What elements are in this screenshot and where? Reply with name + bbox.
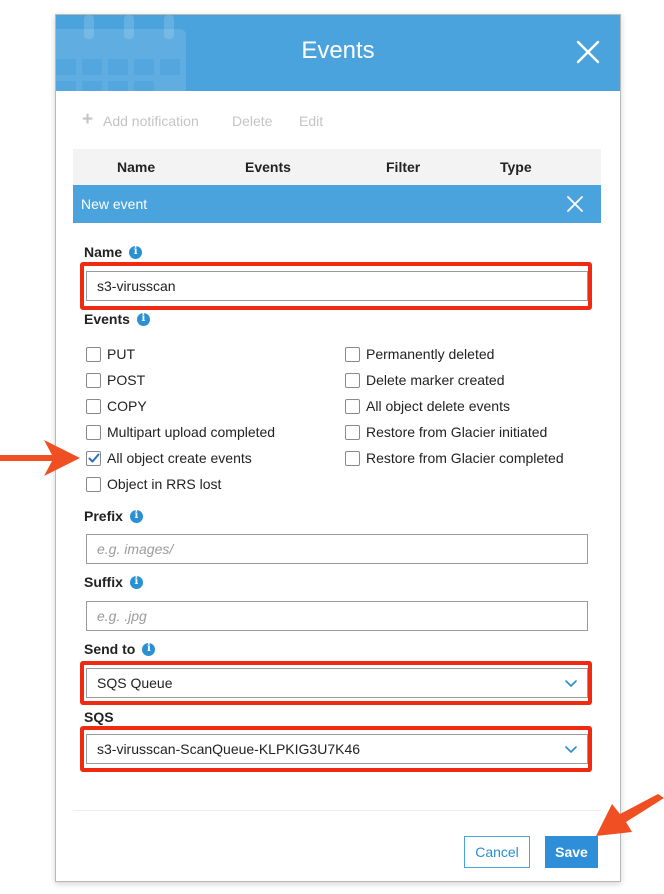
name-highlight bbox=[80, 262, 592, 310]
event-multipart-upload[interactable] bbox=[86, 424, 275, 440]
sqs-highlight bbox=[80, 726, 592, 772]
checkbox[interactable] bbox=[86, 347, 101, 362]
events-label bbox=[84, 311, 150, 327]
send-to-label-text: Send to bbox=[84, 641, 136, 657]
prefix-label-text: Prefix bbox=[84, 508, 123, 524]
column-type: Type bbox=[500, 159, 532, 175]
event-all-object-delete[interactable] bbox=[345, 398, 510, 414]
event-label: Object in RRS lost bbox=[107, 476, 222, 492]
checkbox[interactable] bbox=[345, 399, 360, 414]
info-icon[interactable]: i bbox=[142, 643, 155, 656]
send-to-label bbox=[84, 641, 155, 657]
checkbox[interactable] bbox=[86, 477, 101, 492]
info-icon[interactable]: i bbox=[129, 246, 142, 259]
sqs-label-text: SQS bbox=[84, 709, 114, 725]
footer-divider bbox=[73, 810, 601, 811]
suffix-label bbox=[84, 574, 143, 590]
notifications-table-header bbox=[73, 149, 601, 185]
event-label: Restore from Glacier completed bbox=[366, 450, 564, 466]
info-icon[interactable]: i bbox=[130, 576, 143, 589]
name-label-text: Name bbox=[84, 244, 123, 260]
plus-icon: + bbox=[82, 109, 94, 130]
cancel-button[interactable]: Cancel bbox=[464, 836, 530, 868]
arrow-icon bbox=[0, 436, 82, 480]
checkbox[interactable] bbox=[86, 425, 101, 440]
checkbox[interactable] bbox=[345, 373, 360, 388]
edit-button[interactable]: Edit bbox=[299, 113, 324, 129]
new-event-title: New event bbox=[81, 196, 148, 212]
checkbox[interactable] bbox=[345, 347, 360, 362]
events-label-text: Events bbox=[84, 311, 130, 327]
suffix-label-text: Suffix bbox=[84, 574, 123, 590]
event-delete-marker-created[interactable] bbox=[345, 372, 505, 388]
checkbox[interactable] bbox=[345, 425, 360, 440]
add-notification-button[interactable] bbox=[82, 109, 199, 130]
info-icon[interactable]: i bbox=[130, 510, 143, 523]
send-to-value: SQS Queue bbox=[97, 675, 173, 691]
event-label: PUT bbox=[107, 346, 135, 362]
checkmark-icon bbox=[88, 452, 100, 464]
event-label: All object delete events bbox=[366, 398, 510, 414]
event-label: POST bbox=[107, 372, 146, 388]
event-label: All object create events bbox=[107, 450, 252, 466]
event-label: Delete marker created bbox=[366, 372, 505, 388]
event-restore-glacier-initiated[interactable] bbox=[345, 424, 547, 440]
arrow-icon bbox=[592, 794, 664, 840]
event-label: Restore from Glacier initiated bbox=[366, 424, 548, 440]
column-filter: Filter bbox=[386, 159, 421, 175]
checkbox[interactable] bbox=[345, 451, 360, 466]
prefix-label bbox=[84, 508, 143, 524]
event-post[interactable] bbox=[86, 372, 145, 388]
close-icon[interactable] bbox=[567, 196, 583, 212]
checkbox-checked[interactable] bbox=[86, 451, 101, 466]
checkbox[interactable] bbox=[86, 399, 101, 414]
add-notification-label: Add notification bbox=[103, 113, 199, 129]
event-restore-glacier-completed[interactable] bbox=[345, 450, 564, 466]
events-dialog bbox=[55, 14, 621, 882]
event-label: COPY bbox=[107, 398, 147, 414]
close-icon[interactable] bbox=[576, 40, 600, 64]
delete-button[interactable]: Delete bbox=[232, 113, 273, 129]
name-input[interactable]: s3-virusscan bbox=[86, 271, 588, 301]
send-to-highlight bbox=[80, 661, 592, 705]
event-permanently-deleted[interactable] bbox=[345, 346, 494, 362]
event-object-rrs-lost[interactable] bbox=[86, 476, 221, 492]
event-label: Multipart upload completed bbox=[107, 424, 276, 440]
name-label bbox=[84, 244, 142, 260]
sqs-label bbox=[84, 709, 114, 725]
new-event-bar bbox=[73, 185, 601, 223]
event-label: Permanently deleted bbox=[366, 346, 495, 362]
checkbox[interactable] bbox=[86, 373, 101, 388]
event-copy[interactable] bbox=[86, 398, 147, 414]
info-icon[interactable]: i bbox=[137, 313, 150, 326]
column-name: Name bbox=[117, 159, 156, 175]
sqs-value: s3-virusscan-ScanQueue-KLPKIG3U7K46 bbox=[97, 741, 361, 757]
dialog-title: Events bbox=[301, 37, 375, 64]
dialog-header bbox=[56, 15, 620, 91]
suffix-input[interactable]: e.g. .jpg bbox=[86, 601, 588, 631]
save-button[interactable]: Save bbox=[545, 836, 598, 868]
prefix-input[interactable]: e.g. images/ bbox=[86, 534, 588, 564]
event-all-object-create[interactable] bbox=[86, 450, 252, 466]
event-put[interactable] bbox=[86, 346, 135, 362]
column-events: Events bbox=[245, 159, 291, 175]
